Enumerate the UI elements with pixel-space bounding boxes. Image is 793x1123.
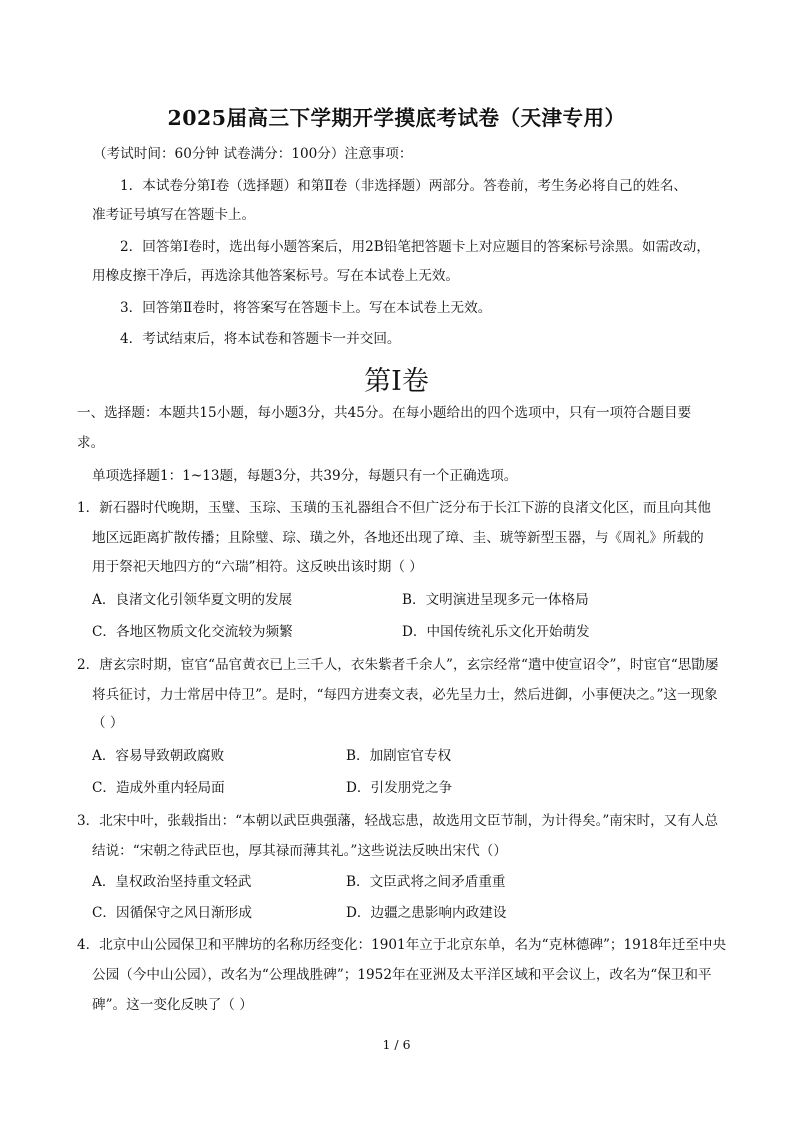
question-2-stem-line-1: 2．唐玄宗时期，宦官“品官黄衣已上三千人，衣朱紫者千余人”，玄宗经常“遣中使宣诏令”，时宦官“思勖屡: [77, 657, 719, 673]
question-3-option-c[interactable]: C．因循保守之风日渐形成: [92, 905, 252, 921]
part-intro-line-2: 求。: [77, 435, 105, 451]
note-1-line-1: 1．本试卷分第Ⅰ卷（选择题）和第Ⅱ卷（非选择题）两部分。答卷前，考生务必将自己的姓名、: [120, 178, 688, 194]
question-3-option-d[interactable]: D．边疆之患影响内政建设: [346, 905, 507, 921]
question-2-stem-line-3: （ ）: [92, 715, 124, 731]
question-2-option-c[interactable]: C．造成外重内轻局面: [92, 780, 225, 796]
part-intro-line-1: 一、选择题：本题共15小题，每小题3分，共45分。在每小题给出的四个选项中，只有一项符合题目要: [77, 405, 692, 421]
question-4-stem-line-2: 公园（今中山公园），改名为“公理战胜碑”；1952年在亚洲及太平洋区域和平会议上，改名为“保卫和平: [92, 967, 712, 983]
section-title: 第Ⅰ卷: [364, 366, 429, 397]
question-3-option-a[interactable]: A．皇权政治坚持重文轻武: [92, 874, 252, 890]
question-1-stem-line-3: 用于祭祀天地四方的“六瑞”相符。这反映出该时期（ ）: [92, 559, 423, 575]
page-number: 1 / 6: [382, 1037, 411, 1052]
question-1-option-a[interactable]: A．良渚文化引领华夏文明的发展: [92, 592, 293, 608]
note-2-line-2: 用橡皮擦干净后，再选涂其他答案标号。写在本试卷上无效。: [92, 268, 460, 284]
note-4: 4．考试结束后，将本试卷和答题卡一并交回。: [120, 331, 401, 347]
note-1-line-2: 准考证号填写在答题卡上。: [92, 207, 256, 223]
question-3-stem-line-1: 3．北宋中叶，张载指出：“本朝以武臣典强藩，轻战忘患，故选用文臣节制，为计得矣。”南宋时，又有人总: [77, 813, 719, 829]
question-4-stem-line-3: 碑”。这一变化反映了（ ）: [92, 997, 253, 1013]
question-2-option-a[interactable]: A．容易导致朝政腐败: [92, 748, 225, 764]
question-1-stem-line-1: 1．新石器时代晚期，玉璧、玉琮、玉璜的玉礼器组合不但广泛分布于长江下游的良渚文化区，而且向其他: [77, 500, 711, 516]
question-2-stem-line-2: 将兵征讨，力士常居中侍卫”。是时，“每四方进奏文表，必先呈力士，然后进御，小事便决之。”这一现象: [92, 687, 718, 703]
exam-title: 2025届高三下学期开学摸底考试卷（天津专用）: [167, 106, 626, 130]
exam-info: （考试时间：60分钟 试卷满分：100分）注意事项：: [93, 146, 413, 162]
question-1-stem-line-2: 地区远距离扩散传播；且除璧、琮、璜之外，各地还出现了璋、圭、琥等新型玉器，与《周礼》所载的: [92, 530, 704, 546]
question-1-option-b[interactable]: B．文明演进呈现多元一体格局: [402, 592, 589, 608]
question-3-stem-line-2: 结说：“宋朝之待武臣也，厚其禄而薄其礼。”这些说法反映出宋代（）: [92, 843, 507, 859]
note-2-line-1: 2．回答第Ⅰ卷时，选出每小题答案后，用2B铅笔把答题卡上对应题目的答案标号涂黑。如需改动，: [120, 239, 710, 255]
question-4-stem-line-1: 4．北京中山公园保卫和平牌坊的名称历经变化：1901年立于北京东单，名为“克林德碑”；1918年迁至中央: [77, 937, 727, 953]
note-3: 3．回答第Ⅱ卷时，将答案写在答题卡上。写在本试卷上无效。: [120, 300, 492, 316]
question-3-option-b[interactable]: B．文臣武将之间矛盾重重: [346, 874, 506, 890]
question-2-option-d[interactable]: D．引发朋党之争: [346, 780, 453, 796]
single-choice-note: 单项选择题1：1~13题，每题3分，共39分，每题只有一个正确选项。: [92, 468, 518, 484]
question-2-option-b[interactable]: B．加剧宦官专权: [346, 748, 452, 764]
question-1-option-c[interactable]: C．各地区物质文化交流较为频繁: [92, 624, 293, 640]
question-1-option-d[interactable]: D．中国传统礼乐文化开始萌发: [402, 624, 590, 640]
